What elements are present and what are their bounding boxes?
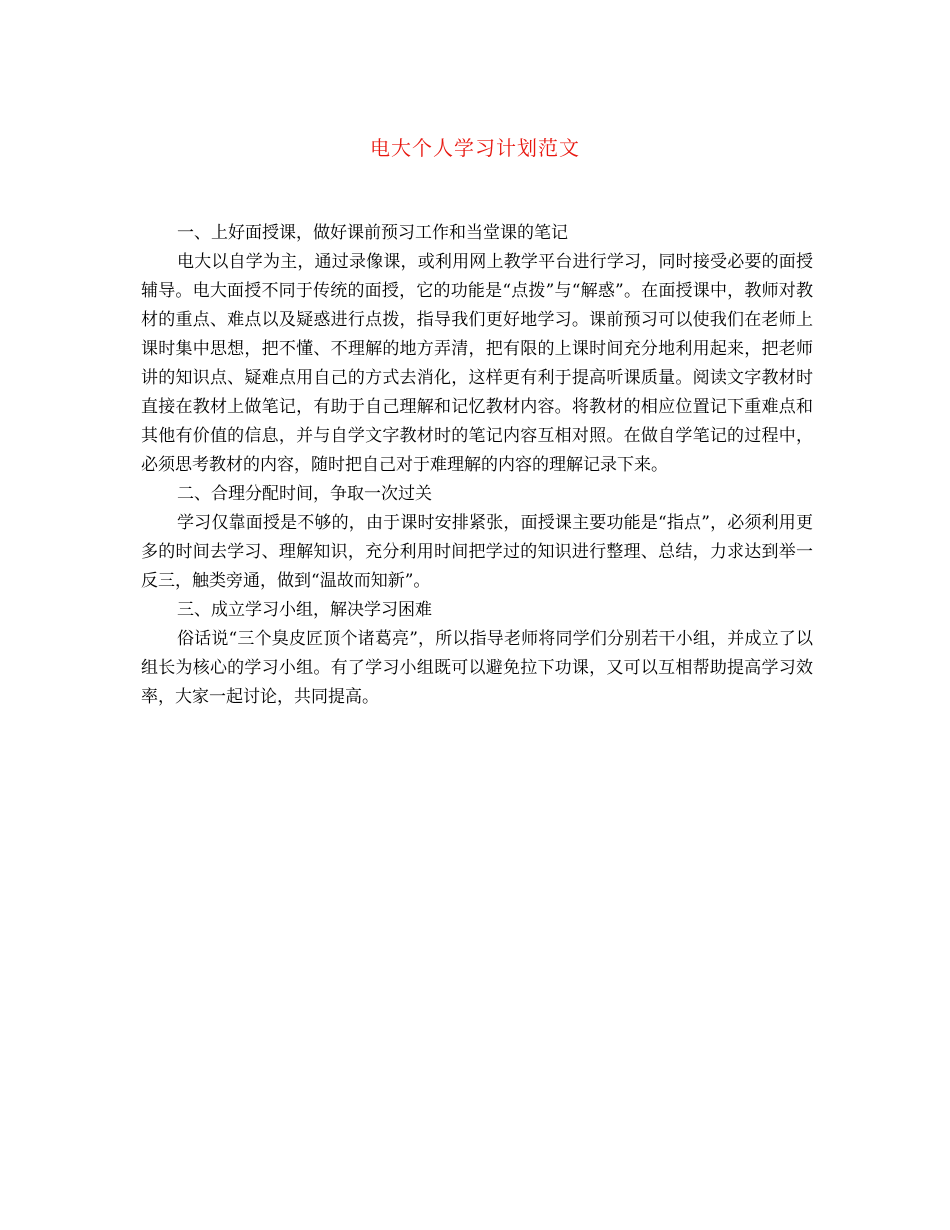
section-3-heading: 三、成立学习小组，解决学习困难: [177, 600, 432, 620]
section-1-body: 电大以自学为主，通过录像课，或利用网上教学平台进行学习，同时接受必要的面授辅导。电大面授不同于传统的面授，它的功能是“点拨”与“解惑”。在面授课中，教师对教材的重点、难点以及疑惑进行点拨，指导我们更好地学习。课前预习可以使我们在老师上课时集中思想，把不懂、不理解的地方弄清，把有限的上课时间充分地利用起来，把老师讲的知识点、疑难点用自己的方式去消化，这样更有利于提高听课质量。阅读文字教材时直接在教材上做笔记，有助于自己理解和记忆教材内容。将教材的相应位置记下重难点和其他有价值的信息，并与自学文字教材时的笔记内容互相对照。在做自学笔记的过程中，必须思考教材的内容，随时把自己对于难理解的内容的理解记录下来。: [141, 252, 813, 475]
section-3-body: 俗话说“三个臭皮匠顶个诸葛亮”，所以指导老师将同学们分别若干小组，并成立了以组长为核心的学习小组。有了学习小组既可以避免拉下功课，又可以互相帮助提高学习效率，大家一起讨论，共同提高。: [141, 629, 813, 707]
section-1-heading: 一、上好面授课，做好课前预习工作和当堂课的笔记: [177, 223, 568, 243]
document-body: [141, 219, 813, 712]
document-title: 电大个人学习计划范文: [370, 136, 580, 160]
section-2-body: 学习仅靠面授是不够的，由于课时安排紧张，面授课主要功能是“指点”，必须利用更多的时间去学习、理解知识，充分利用时间把学过的知识进行整理、总结，力求达到举一反三，触类旁通，做到“温故而知新”。: [141, 513, 813, 591]
section-2-heading: 二、合理分配时间，争取一次过关: [177, 484, 432, 504]
